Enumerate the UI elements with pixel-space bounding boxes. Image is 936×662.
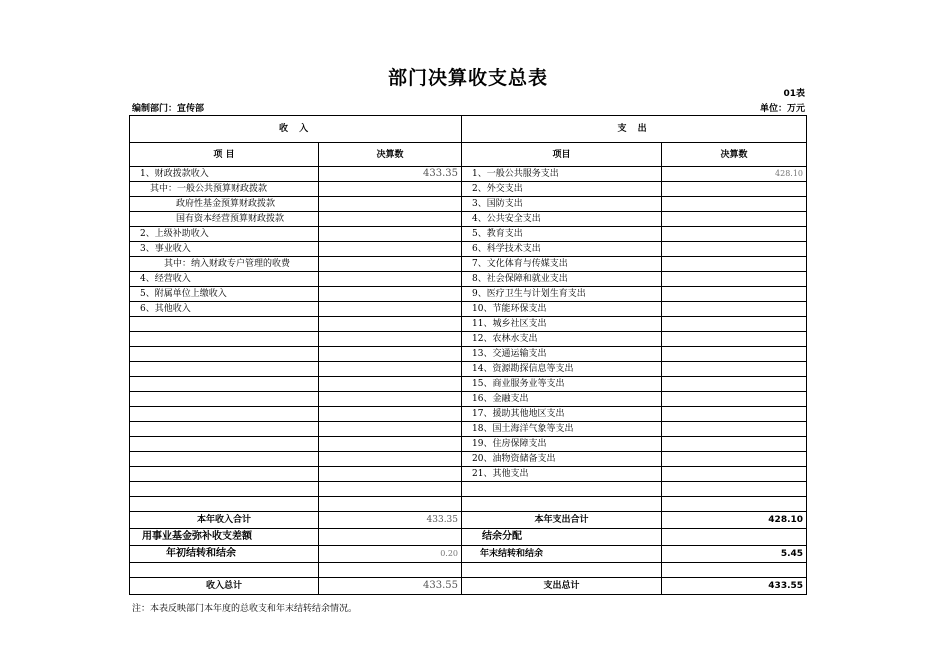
grand-expense-value: 433.55	[662, 578, 807, 595]
table-row	[130, 467, 807, 482]
expense-item-header: 项目	[462, 143, 662, 167]
income-item: 其中：一般公共预算财政拨款	[130, 182, 319, 197]
grand-income-label: 收入总计	[130, 578, 319, 595]
fund-value	[319, 529, 462, 546]
income-item	[130, 317, 319, 332]
income-amount	[319, 482, 462, 497]
expense-amount	[662, 422, 807, 437]
income-item	[130, 422, 319, 437]
income-item	[130, 497, 319, 512]
income-amount	[319, 392, 462, 407]
income-amount	[319, 317, 462, 332]
expense-amount	[662, 242, 807, 257]
income-amount	[319, 332, 462, 347]
income-item: 政府性基金预算财政拨款	[130, 197, 319, 212]
expense-amount	[662, 377, 807, 392]
income-item: 其中：纳入财政专户管理的收费	[130, 257, 319, 272]
income-amount	[319, 452, 462, 467]
table-row	[130, 482, 807, 497]
table-row	[130, 317, 807, 332]
expense-amount	[662, 497, 807, 512]
page-title: 部门决算收支总表	[387, 67, 548, 89]
table-row	[130, 197, 807, 212]
income-item: 2、上级补助收入	[130, 227, 319, 242]
income-amount	[319, 242, 462, 257]
income-amount	[319, 362, 462, 377]
table-row	[130, 407, 807, 422]
expense-amount	[662, 287, 807, 302]
grand-total-row	[130, 578, 807, 595]
income-amount	[319, 467, 462, 482]
expense-item: 4、公共安全支出	[462, 212, 662, 227]
income-total-label: 本年收入合计	[130, 512, 319, 529]
income-amount	[319, 197, 462, 212]
expense-amount	[662, 332, 807, 347]
expense-item: 17、援助其他地区支出	[462, 407, 662, 422]
expense-amount	[662, 272, 807, 287]
income-amount	[319, 212, 462, 227]
fund-row	[130, 529, 807, 546]
expense-item: 5、教育支出	[462, 227, 662, 242]
department-label: 编制部门：宣传部	[132, 104, 205, 114]
expense-item: 16、金融支出	[462, 392, 662, 407]
expense-amount-header: 决算数	[662, 143, 807, 167]
expense-item: 13、交通运输支出	[462, 347, 662, 362]
income-item	[130, 482, 319, 497]
income-amount	[319, 422, 462, 437]
income-total-value: 433.35	[319, 512, 462, 529]
expense-item: 11、城乡社区支出	[462, 317, 662, 332]
expense-total-label: 本年支出合计	[462, 512, 662, 529]
expense-item: 12、农林水支出	[462, 332, 662, 347]
unit-label: 单位：万元	[759, 104, 805, 114]
table-row	[130, 227, 807, 242]
begin-carryover-label: 年初结转和结余	[130, 546, 319, 563]
income-amount	[319, 182, 462, 197]
expense-total-value: 428.10	[662, 512, 807, 529]
income-amount	[319, 347, 462, 362]
table-row	[130, 377, 807, 392]
income-amount	[319, 437, 462, 452]
expense-amount	[662, 182, 807, 197]
budget-summary-table	[129, 115, 807, 595]
end-carryover-value: 5.45	[662, 546, 807, 563]
end-carryover-label: 年末结转和结余	[462, 546, 662, 563]
table-row	[130, 242, 807, 257]
grand-income-value: 433.55	[319, 578, 462, 595]
income-amount	[319, 272, 462, 287]
table-row	[130, 287, 807, 302]
table-row	[130, 347, 807, 362]
income-item	[130, 332, 319, 347]
income-amount	[319, 302, 462, 317]
expense-item: 10、节能环保支出	[462, 302, 662, 317]
expense-amount	[662, 347, 807, 362]
expense-item: 14、资源勘探信息等支出	[462, 362, 662, 377]
income-item	[130, 467, 319, 482]
table-row	[130, 422, 807, 437]
begin-carryover-value: 0.20	[319, 546, 462, 563]
expense-item: 6、科学技术支出	[462, 242, 662, 257]
table-row	[130, 362, 807, 377]
income-amount	[319, 407, 462, 422]
expense-amount	[662, 467, 807, 482]
grand-expense-label: 支出总计	[462, 578, 662, 595]
income-item: 国有资本经营预算财政拨款	[130, 212, 319, 227]
expense-amount	[662, 482, 807, 497]
table-row	[130, 392, 807, 407]
expense-amount	[662, 212, 807, 227]
expense-section-header: 支 出	[462, 116, 807, 143]
income-amount	[319, 227, 462, 242]
form-number: 01表	[783, 89, 805, 99]
table-row	[130, 452, 807, 467]
expense-item: 1、一般公共服务支出	[462, 167, 662, 182]
table-row	[130, 437, 807, 452]
expense-amount	[662, 437, 807, 452]
income-item	[130, 347, 319, 362]
expense-item	[462, 497, 662, 512]
expense-item: 7、文化体育与传媒支出	[462, 257, 662, 272]
income-item: 6、其他收入	[130, 302, 319, 317]
income-item	[130, 437, 319, 452]
income-item-header: 项 目	[130, 143, 319, 167]
expense-item: 2、外交支出	[462, 182, 662, 197]
expense-amount	[662, 197, 807, 212]
expense-item: 18、国土海洋气象等支出	[462, 422, 662, 437]
surplus-value	[662, 529, 807, 546]
fund-label: 用事业基金弥补收支差额	[130, 529, 319, 546]
expense-item: 9、医疗卫生与计划生育支出	[462, 287, 662, 302]
table-row	[130, 212, 807, 227]
table-row	[130, 167, 807, 182]
expense-amount	[662, 452, 807, 467]
table-row	[130, 497, 807, 512]
income-item	[130, 362, 319, 377]
table-body	[130, 167, 807, 512]
expense-item: 20、油物资储备支出	[462, 452, 662, 467]
expense-amount	[662, 227, 807, 242]
income-section-header: 收 入	[130, 116, 462, 143]
table-row	[130, 182, 807, 197]
income-item	[130, 377, 319, 392]
income-item	[130, 407, 319, 422]
income-item	[130, 392, 319, 407]
expense-item: 8、社会保障和就业支出	[462, 272, 662, 287]
expense-item	[462, 482, 662, 497]
section-header-row	[130, 116, 807, 143]
income-amount	[319, 377, 462, 392]
expense-amount: 428.10	[662, 167, 807, 182]
income-amount	[319, 287, 462, 302]
expense-item: 21、其他支出	[462, 467, 662, 482]
spacer-row	[130, 563, 807, 578]
income-item	[130, 452, 319, 467]
income-amount-header: 决算数	[319, 143, 462, 167]
expense-amount	[662, 302, 807, 317]
expense-amount	[662, 407, 807, 422]
table-row	[130, 302, 807, 317]
income-item: 3、事业收入	[130, 242, 319, 257]
table-row	[130, 257, 807, 272]
income-amount	[319, 257, 462, 272]
income-item: 1、财政拨款收入	[130, 167, 319, 182]
table-row	[130, 272, 807, 287]
expense-item: 3、国防支出	[462, 197, 662, 212]
expense-item: 19、住房保障支出	[462, 437, 662, 452]
year-total-row	[130, 512, 807, 529]
expense-amount	[662, 392, 807, 407]
income-item: 5、附属单位上缴收入	[130, 287, 319, 302]
expense-amount	[662, 317, 807, 332]
footnote: 注：本表反映部门本年度的总收支和年末结转结余情况。	[132, 604, 358, 614]
income-amount: 433.35	[319, 167, 462, 182]
income-amount	[319, 497, 462, 512]
expense-amount	[662, 257, 807, 272]
income-item: 4、经营收入	[130, 272, 319, 287]
surplus-label: 结余分配	[462, 529, 662, 546]
expense-amount	[662, 362, 807, 377]
column-header-row	[130, 143, 807, 167]
carryover-row	[130, 546, 807, 563]
expense-item: 15、商业服务业等支出	[462, 377, 662, 392]
table-row	[130, 332, 807, 347]
